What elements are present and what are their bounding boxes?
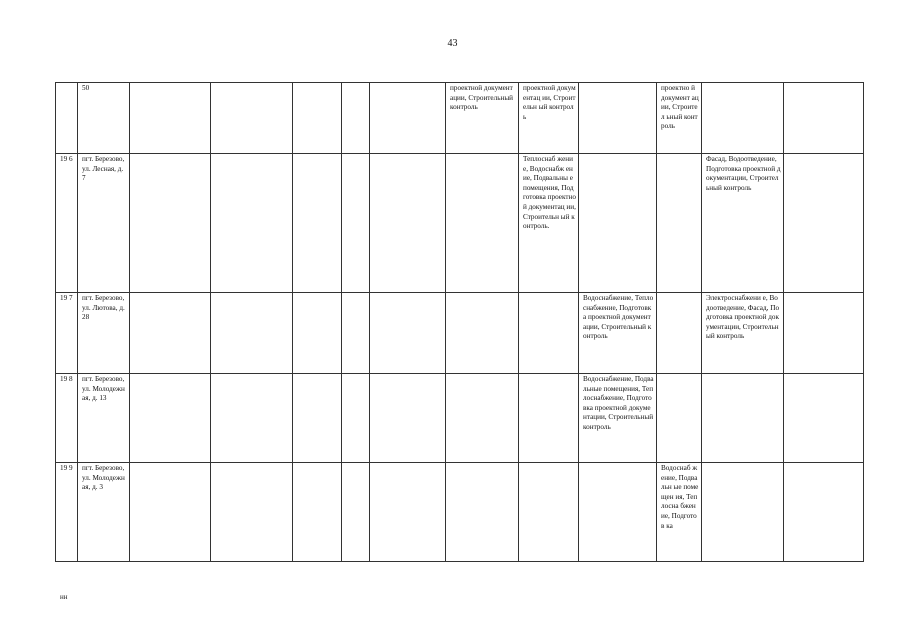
table-cell <box>211 154 293 293</box>
table-cell <box>784 293 864 374</box>
table-cell <box>702 374 784 463</box>
table-cell <box>130 463 211 562</box>
table-cell <box>342 374 370 463</box>
address-cell: пгт. Березово, ул. Лютова, д. 28 <box>78 293 130 374</box>
table-cell <box>342 293 370 374</box>
table-cell <box>211 83 293 154</box>
address-cell: 50 <box>78 83 130 154</box>
table-cell <box>293 374 342 463</box>
table-cell <box>211 374 293 463</box>
table-cell <box>446 293 519 374</box>
table-cell <box>784 463 864 562</box>
table-cell <box>130 374 211 463</box>
table-cell <box>657 374 702 463</box>
table-cell <box>702 463 784 562</box>
table-cell <box>293 83 342 154</box>
table-cell: проектной документации, Строительный контроль <box>446 83 519 154</box>
table-row <box>56 374 864 463</box>
address-cell: пгт. Березово, ул. Молодежн ая, д. 3 <box>78 463 130 562</box>
table-cell <box>370 293 446 374</box>
table-cell <box>446 463 519 562</box>
address-cell: пгт. Березово, ул. Молодежн ая, д. 13 <box>78 374 130 463</box>
table-cell <box>579 463 657 562</box>
table-row <box>56 463 864 562</box>
table-cell <box>446 374 519 463</box>
table-cell: проектно й документ ации, Строител ьный контроль <box>657 83 702 154</box>
table-cell <box>342 83 370 154</box>
table-cell <box>370 154 446 293</box>
row-number-cell <box>56 83 78 154</box>
work-schedule-table <box>55 82 864 562</box>
address-cell: пгт. Березово, ул. Лесная, д. 7 <box>78 154 130 293</box>
table-cell <box>519 293 579 374</box>
table-cell <box>370 374 446 463</box>
table-cell <box>211 293 293 374</box>
table-cell <box>130 83 211 154</box>
table-cell <box>342 154 370 293</box>
table-cell <box>293 293 342 374</box>
table-cell <box>130 154 211 293</box>
table-cell <box>519 374 579 463</box>
table-cell <box>657 154 702 293</box>
table-cell: Фасад, Водоотведение, Подготовка проектной документации, Строительный контроль <box>702 154 784 293</box>
table-cell: проектной документац ии, Строительн ый контроль <box>519 83 579 154</box>
table-cell <box>446 154 519 293</box>
row-number-cell: 19 8 <box>56 374 78 463</box>
table-cell <box>784 154 864 293</box>
table-row <box>56 154 864 293</box>
table-cell <box>293 463 342 562</box>
table-cell <box>211 463 293 562</box>
table-row <box>56 83 864 154</box>
table-cell <box>784 83 864 154</box>
table-cell <box>342 463 370 562</box>
table-cell <box>130 293 211 374</box>
table-cell <box>657 293 702 374</box>
table-cell <box>579 83 657 154</box>
page-number: 43 <box>447 38 458 49</box>
table-cell <box>702 83 784 154</box>
table-cell <box>579 154 657 293</box>
row-number-cell: 19 7 <box>56 293 78 374</box>
table-cell <box>519 463 579 562</box>
table-cell <box>293 154 342 293</box>
row-number-cell: 19 6 <box>56 154 78 293</box>
table-cell <box>784 374 864 463</box>
table-row <box>56 293 864 374</box>
footer-mark: нн <box>60 593 68 601</box>
table-cell: Водоснаб жение, Подвальн ые помещен ия, Теплосна бжение, Подготов ка <box>657 463 702 562</box>
table-cell: Водоснабжение, Подвальные помещения, Теплоснабжение, Подготовка проектной документации, Строительный контроль <box>579 374 657 463</box>
table-cell <box>370 83 446 154</box>
row-number-cell: 19 9 <box>56 463 78 562</box>
table-cell: Электроснабжени е, Водоотведение, Фасад, Подготовка проектной документации, Строительный контроль <box>702 293 784 374</box>
table-cell: Водоснабжение, Теплоснабжение, Подготовка проектной документации, Строительный контроль <box>579 293 657 374</box>
table-cell <box>370 463 446 562</box>
table-cell: Теплоснаб жение, Водоснабж ение, Подвальны е помещения, Подготовка проектной документац ии, Строительн ый контроль. <box>519 154 579 293</box>
